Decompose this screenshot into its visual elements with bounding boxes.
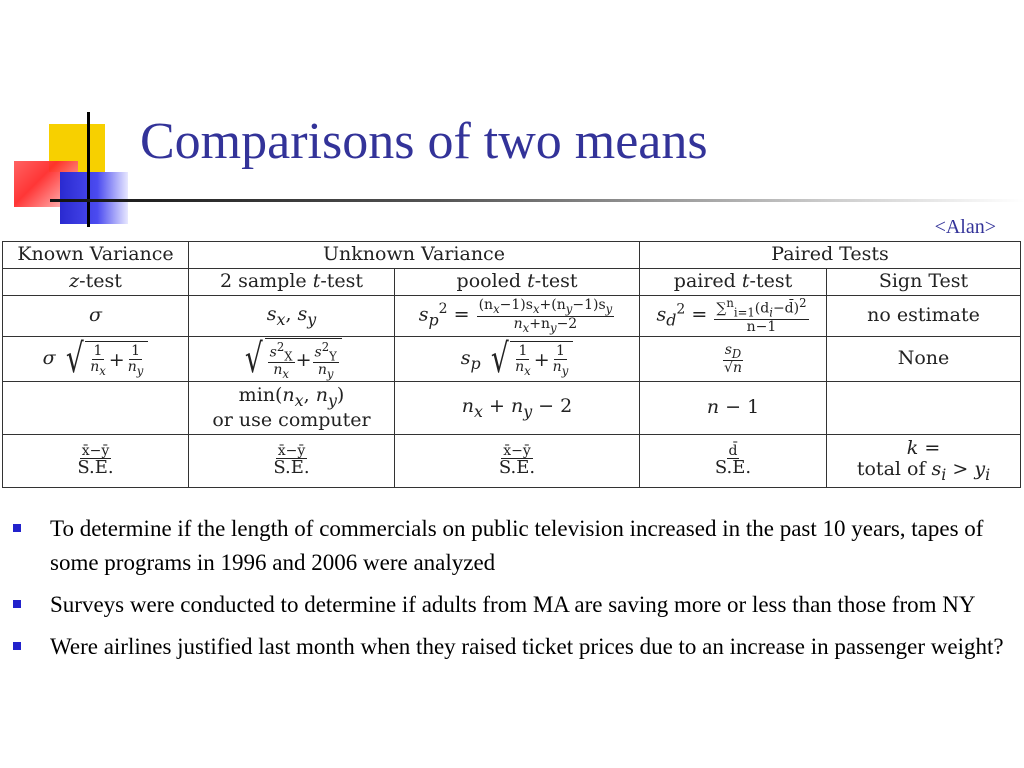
cell-pooled-se: $s_p$ √ $\frac{1}{n_x}$ + $\frac{1}{n_y}$ xyxy=(395,337,640,382)
cell-df-2sample: $\min(n_x$, $n_y$) or use computer xyxy=(189,382,395,435)
cell-stat-sign: k = total of $s_i > y_i$ xyxy=(827,435,1021,488)
bullet-square-icon xyxy=(13,524,21,532)
std-dev-row xyxy=(3,296,1021,337)
test-sign: Sign Test xyxy=(827,269,1021,296)
bullet-item: To determine if the length of commercials on public television increased in the past 10 years, tapes of some programs in 1996 and 2006 were analyzed xyxy=(0,512,1024,580)
comparison-table xyxy=(2,241,1021,488)
decorative-logo xyxy=(0,0,150,240)
cell-pooled-variance: $s_p^2$ = $\frac{(n_x-1)s_x+(n_y-1)s_y}{n_x+n_y-2}$ xyxy=(395,296,640,337)
test-pooled-t: pooled t-test xyxy=(395,269,640,296)
cell-stat-pooled: $\frac{x̄-ȳ}{S.E.}$ xyxy=(395,435,640,488)
bullet-item: Surveys were conducted to determine if adults from MA are saving more or less than those from NY xyxy=(0,588,1024,622)
bullet-square-icon xyxy=(13,642,21,650)
bullet-item: Were airlines justified last month when they raised ticket prices due to an increase in passenger weight? xyxy=(0,630,1024,664)
cell-paired-se: $\frac{s_D}{√n}$ xyxy=(640,337,827,382)
example-bullet-list xyxy=(0,512,1024,672)
degrees-of-freedom-row xyxy=(3,382,1021,435)
group-paired-tests: Paired Tests xyxy=(640,242,1021,269)
test-z: z-test xyxy=(3,269,189,296)
cell-stat-known: $\frac{x̄-ȳ}{S.E.}$ xyxy=(3,435,189,488)
cell-sigma: σ xyxy=(3,296,189,337)
cell-paired-variance: $s_d^2$ = $\frac{\sum^n_{i=1}(d_i-d̄)^2}{n-1}$ xyxy=(640,296,827,337)
group-known-variance: Known Variance xyxy=(3,242,189,269)
cell-df-paired: n − 1 xyxy=(640,382,827,435)
cell-df-pooled: $n_x + n_y - 2$ xyxy=(395,382,640,435)
logo-blue-square xyxy=(60,172,128,224)
test-paired-t: paired t-test xyxy=(640,269,827,296)
slide-title: Comparisons of two means xyxy=(140,113,708,170)
cell-none: None xyxy=(827,337,1021,382)
cell-df-sign xyxy=(827,382,1021,435)
test-2sample-t: 2 sample t-test xyxy=(189,269,395,296)
cell-stat-paired: $\frac{d̄}{S.E.}$ xyxy=(640,435,827,488)
group-unknown-variance: Unknown Variance xyxy=(189,242,640,269)
logo-vertical-line xyxy=(87,112,90,227)
cell-no-estimate: no estimate xyxy=(827,296,1021,337)
standard-error-row xyxy=(3,337,1021,382)
cell-stat-2sample: $\frac{x̄-ȳ}{S.E.}$ xyxy=(189,435,395,488)
cell-known-se: σ √ $\frac{1}{n_x}$ + $\frac{1}{n_y}$ xyxy=(3,337,189,382)
author-tag: <Alan> xyxy=(934,216,996,238)
group-header-row xyxy=(3,242,1021,269)
test-header-row xyxy=(3,269,1021,296)
cell-df-known xyxy=(3,382,189,435)
test-statistic-row xyxy=(3,435,1021,488)
cell-sx-sy: $s_x$, $s_y$ xyxy=(189,296,395,337)
cell-2sample-se: √ $\frac{s^2_X}{n_x}$ + $\frac{s^2_Y}{n_y}$ xyxy=(189,337,395,382)
title-underline xyxy=(50,199,1024,202)
bullet-square-icon xyxy=(13,600,21,608)
